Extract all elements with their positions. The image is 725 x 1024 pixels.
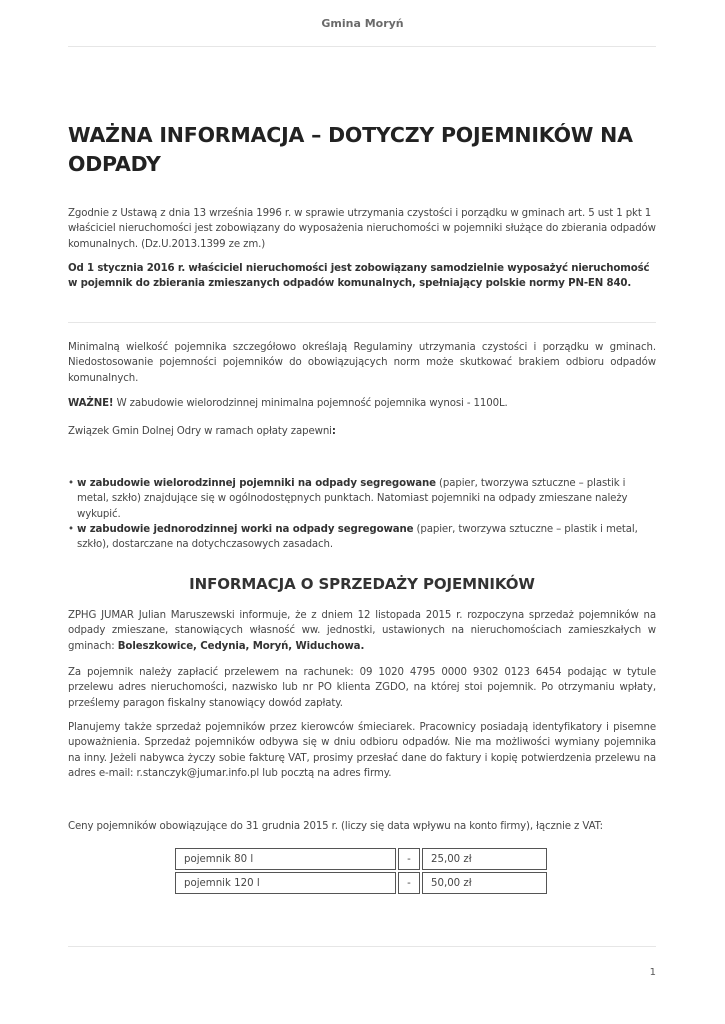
table-row	[175, 848, 547, 870]
capacity-paragraph: Minimalną wielkość pojemnika szczegółowo określają Regulaminy utrzymania czystości i porządku w gminach. Niedostosowanie pojemności pojemników do obowiązujących norm może skutkować brakiem odbioru odpadów komunalnych.	[68, 342, 656, 384]
prices-table	[173, 846, 549, 896]
price-separator: -	[398, 872, 420, 894]
table-row	[175, 872, 547, 894]
list-item-bold: w zabudowie wielorodzinnej pojemniki na odpady segregowane	[77, 478, 436, 489]
sales-paragraph-3: Planujemy także sprzedaż pojemników przez kierowców śmieciarek. Pracownicy posiadają identyfikatory i pisemne upoważnienia. Sprzedaż pojemników odbywa się w dniu odbioru odpadów. Nie ma możliwości wymiany pojemnika na inny. Jeżeli nabywca życzy sobie fakturę VAT, prosimy przesłać dane do faktury i kopię potwierdzenia przelewu na adres e-mail: r.stanczyk@jumar.info.pl lub pocztą na adres firmy.	[68, 722, 656, 779]
sales-paragraph-2: Za pojemnik należy zapłacić przelewem na rachunek: 09 1020 4795 0000 9302 0123 6454 podając w tytule przelewu adres nieruchomości, nazwisko lub nr PO klienta ZGDO, na której stoi pojemnik. Po otrzymaniu wpłaty, prześlemy paragon fiskalny stanowiący dowód zapłaty.	[68, 667, 656, 709]
list-item	[68, 522, 656, 553]
price-separator: -	[398, 848, 420, 870]
footer-divider	[68, 946, 656, 947]
price-item-name: pojemnik 80 l	[175, 848, 396, 870]
union-intro-text: Związek Gmin Dolnej Odry w ramach opłaty zapewni	[68, 426, 332, 437]
sales-paragraph-1-text: ZPHG JUMAR Julian Maruszewski informuje, że z dniem 12 listopada 2015 r. rozpoczyna sprzedaż pojemników na odpady zmieszane, stanowiących własność ww. jednostki, ustawionych na nieruchomościach zamieszkałych w gminach:	[68, 610, 656, 652]
intro-paragraph: Zgodnie z Ustawą z dnia 13 września 1996 r. w sprawie utrzymania czystości i porządku w gminach art. 5 ust 1 pkt 1 właściciel nieruchomości jest zobowiązany do wyposażenia nieruchomości w pojemniki służące do zbierania odpadów komunalnych. (Dz.U.2013.1399 ze zm.)	[68, 208, 656, 250]
header-divider	[68, 46, 656, 47]
important-paragraph	[68, 396, 656, 411]
sales-paragraph-1	[68, 608, 656, 654]
union-intro-paragraph	[68, 424, 656, 439]
municipalities-list: Boleszkowice, Cedynia, Moryń, Widuchowa.	[117, 640, 365, 652]
list-item-bold: w zabudowie jednorodzinnej worki na odpady segregowane	[77, 523, 414, 535]
section-divider	[68, 322, 656, 323]
services-list	[68, 476, 656, 552]
price-value: 25,00 zł	[422, 848, 547, 870]
list-item-text: (papier, tworzywa sztuczne – plastik i metal, szkło) znajdujące się w ogólnodostępnych punktach. Natomiast pojemniki na odpady zmieszane należy wykupić.	[77, 478, 628, 520]
page-header-title: Gmina Moryń	[321, 17, 404, 30]
important-text: W zabudowie wielorodzinnej minimalna pojemność pojemnika wynosi - 1100L.	[113, 398, 508, 409]
price-item-name: pojemnik 120 l	[175, 872, 396, 894]
list-item-text: (papier, tworzywa sztuczne – plastik i metal, szkło), dostarczane na dotychczasowych zasadach.	[77, 523, 638, 551]
list-item	[68, 476, 656, 522]
page-number: 1	[649, 967, 656, 978]
important-label: WAŻNE!	[68, 398, 114, 409]
bullet-icon: •	[68, 523, 74, 535]
highlight-paragraph: Od 1 stycznia 2016 r. właściciel nieruchomości jest zobowiązany samodzielnie wyposażyć nieruchomość w pojemnik do zbierania zmieszanych odpadów komunalnych, spełniający polskie normy PN-EN 840.	[68, 263, 650, 290]
bullet-icon: •	[68, 478, 74, 489]
article-title: WAŻNA INFORMACJA – DOTYCZY POJEMNIKÓW NA ODPADY	[68, 123, 633, 176]
prices-intro: Ceny pojemników obowiązujące do 31 grudnia 2015 r. (liczy się data wpływu na konto firmy), łącznie z VAT:	[68, 821, 603, 832]
price-value: 50,00 zł	[422, 872, 547, 894]
union-intro-colon: :	[331, 426, 336, 437]
sales-section-title: INFORMACJA O SPRZEDAŻY POJEMNIKÓW	[189, 575, 535, 593]
